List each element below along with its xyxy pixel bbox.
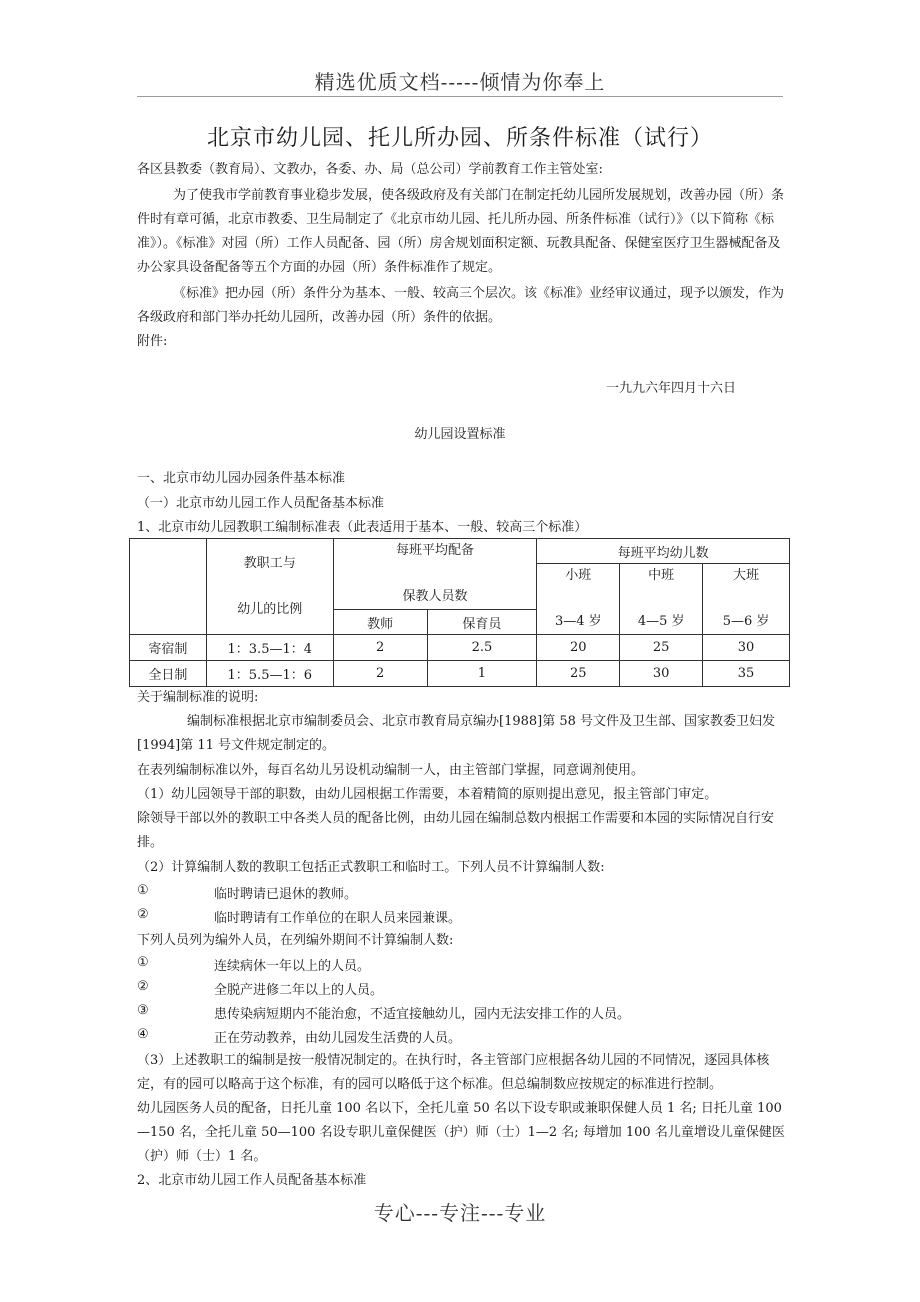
list-item: 患传染病短期内不能治愈，不适宜接触幼儿，园内无法安排工作的人员。 (214, 1007, 631, 1022)
table-row (130, 661, 790, 687)
staff-header (333, 539, 537, 610)
document-footer: 专心---专注---专业 (373, 1201, 547, 1225)
notes-outside: 下列人员列为编外人员，在列编外期间不计算编制人数: (137, 933, 454, 948)
attachment-label: 附件: (137, 334, 168, 349)
issue-date: 一九九六年四月十六日 (606, 381, 737, 396)
heading-next: 2、北京市幼儿园工作人员配备基本标准 (137, 1173, 367, 1188)
class-middle-name: 中班 (648, 568, 675, 583)
class-small-age: 3—4 岁 (554, 614, 602, 629)
section-title: 幼儿园设置标准 (414, 427, 506, 442)
heading-2: （一）北京市幼儿园工作人员配备基本标准 (137, 496, 385, 511)
ratio-header-line2: 幼儿的比例 (237, 601, 303, 617)
class-middle-age: 4—5 岁 (637, 614, 685, 629)
notes-mobile: 在表列编制标准以外，每百名幼儿另设机动编制一人，由主管部门掌握，同意调剂使用。 (137, 763, 645, 778)
class-middle-header (620, 564, 703, 635)
table-row (130, 635, 790, 661)
row-large: 35 (703, 661, 790, 687)
notes-basis: 编制标准根据北京市编制委员会、北京市教育局京编办[1988]第 58 号文件及卫生部、国家教委卫妇发[1994]第 11 号文件规定制定的。 (137, 714, 776, 753)
notes-item-1b: 除领导干部以外的教职工中各类人员的配备比例，由幼儿园在编制总数内根据工作需要和本园的实际情况自行安排。 (137, 811, 775, 850)
notes-title: 关于编制标准的说明: (137, 690, 259, 705)
list-item-number: ② (137, 979, 149, 994)
list-item: 连续病休一年以上的人员。 (214, 959, 371, 974)
notes-medical: 幼儿园医务人员的配备，日托儿童 100 名以下，全托儿童 50 名以下设专职或兼职保健人员 1 名; 日托儿童 100—150 名，全托儿童 50—100 名设专职儿童保健医（护）师（士）1—2 名; 每增加 100 名儿童增设儿童保健医（护）师（士）1 名。 (137, 1101, 785, 1164)
list-item: 临时聘请有工作单位的在职人员来园兼课。 (214, 911, 462, 926)
list-item-number: ① (137, 955, 149, 970)
list-item: 正在劳动教养，由幼儿园发生活费的人员。 (214, 1031, 462, 1046)
intro-paragraph-2: 《标准》把办园（所）条件分为基本、一般、较高三个层次。该《标准》业经审议通过，现予以颁发，作为各级政府和部门举办托幼儿园所，改善办园（所）条件的依据。 (137, 286, 785, 325)
document-banner: 精选优质文档-----倾情为你奉上 (314, 70, 606, 94)
row-small: 20 (537, 635, 620, 661)
row-label: 全日制 (130, 661, 207, 687)
ratio-header (206, 539, 333, 635)
row-ratio: 1：5.5—1：6 (206, 661, 333, 687)
row-small: 25 (537, 661, 620, 687)
row-label: 寄宿制 (130, 635, 207, 661)
list-item-number: ③ (137, 1003, 149, 1018)
heading-1: 一、北京市幼儿园办园条件基本标准 (137, 471, 346, 486)
notes-item-2: （2）计算编制人数的教职工包括正式教职工和临时工。下列人员不计算编制人数: (137, 860, 605, 875)
list-item-number: ② (137, 907, 149, 922)
notes-item-1: （1）幼儿园领导干部的职数，由幼儿园根据工作需要，本着精简的原则提出意见，报主管部门审定。 (137, 787, 718, 802)
class-small-name: 小班 (565, 568, 592, 583)
list-item: 全脱产进修二年以上的人员。 (214, 983, 384, 998)
class-large-header (703, 564, 790, 635)
intro-paragraph-1: 为了使我市学前教育事业稳步发展，使各级政府及有关部门在制定托幼儿园所发展规划，改善办园（所）条件时有章可循，北京市教委、卫生局制定了《北京市幼儿园、托儿所办园、所条件标准（试行）》（以下简称《标准》）。《标准》对园（所）工作人员配备、园（所）房舍规划面积定额、玩教具配备、保健室医疗卫生器械配备及办公家具设备配备等五个方面的办园（所）条件标准作了规定。 (137, 188, 785, 275)
list-item-number: ① (137, 883, 149, 898)
row-middle: 25 (620, 635, 703, 661)
header-divider (137, 96, 783, 97)
class-large-age: 5—6 岁 (722, 614, 770, 629)
salutation: 各区县教委（教育局）、文教办，各委、办、局（总公司）学前教育工作主管处室: (137, 162, 603, 177)
row-teacher: 2 (333, 635, 427, 661)
row-nurse: 1 (427, 661, 537, 687)
heading-3: 1、北京市幼儿园教职工编制标准表（此表适用于基本、一般、较高三个标准） (137, 520, 588, 535)
staff-header-line2: 保教人员数 (402, 589, 468, 604)
list-item: 临时聘请已退休的教师。 (214, 887, 358, 902)
ratio-header-line1: 教职工与 (243, 555, 296, 571)
class-small-header (537, 564, 620, 635)
table-corner-cell (130, 539, 207, 635)
teacher-subheader: 教师 (333, 610, 427, 635)
list-item-number: ④ (137, 1027, 149, 1042)
document-title: 北京市幼儿园、托儿所办园、所条件标准（试行） (206, 126, 713, 151)
staffing-table (129, 538, 790, 687)
row-teacher: 2 (333, 661, 427, 687)
notes-item-3: （3）上述教职工的编制是按一般情况制定的。在执行时，各主管部门应根据各幼儿园的不同情况，逐园具体核定，有的园可以略高于这个标准，有的园可以略低于这个标准。但总编制数应按规定的标准进行控制。 (137, 1053, 770, 1092)
row-large: 30 (703, 635, 790, 661)
nurse-subheader: 保育员 (427, 610, 537, 635)
staff-header-line1: 每班平均配备 (396, 543, 475, 558)
row-ratio: 1：3.5—1：4 (206, 635, 333, 661)
class-large-name: 大班 (733, 568, 760, 583)
row-middle: 30 (620, 661, 703, 687)
row-nurse: 2.5 (427, 635, 537, 661)
children-header: 每班平均幼儿数 (537, 539, 790, 564)
